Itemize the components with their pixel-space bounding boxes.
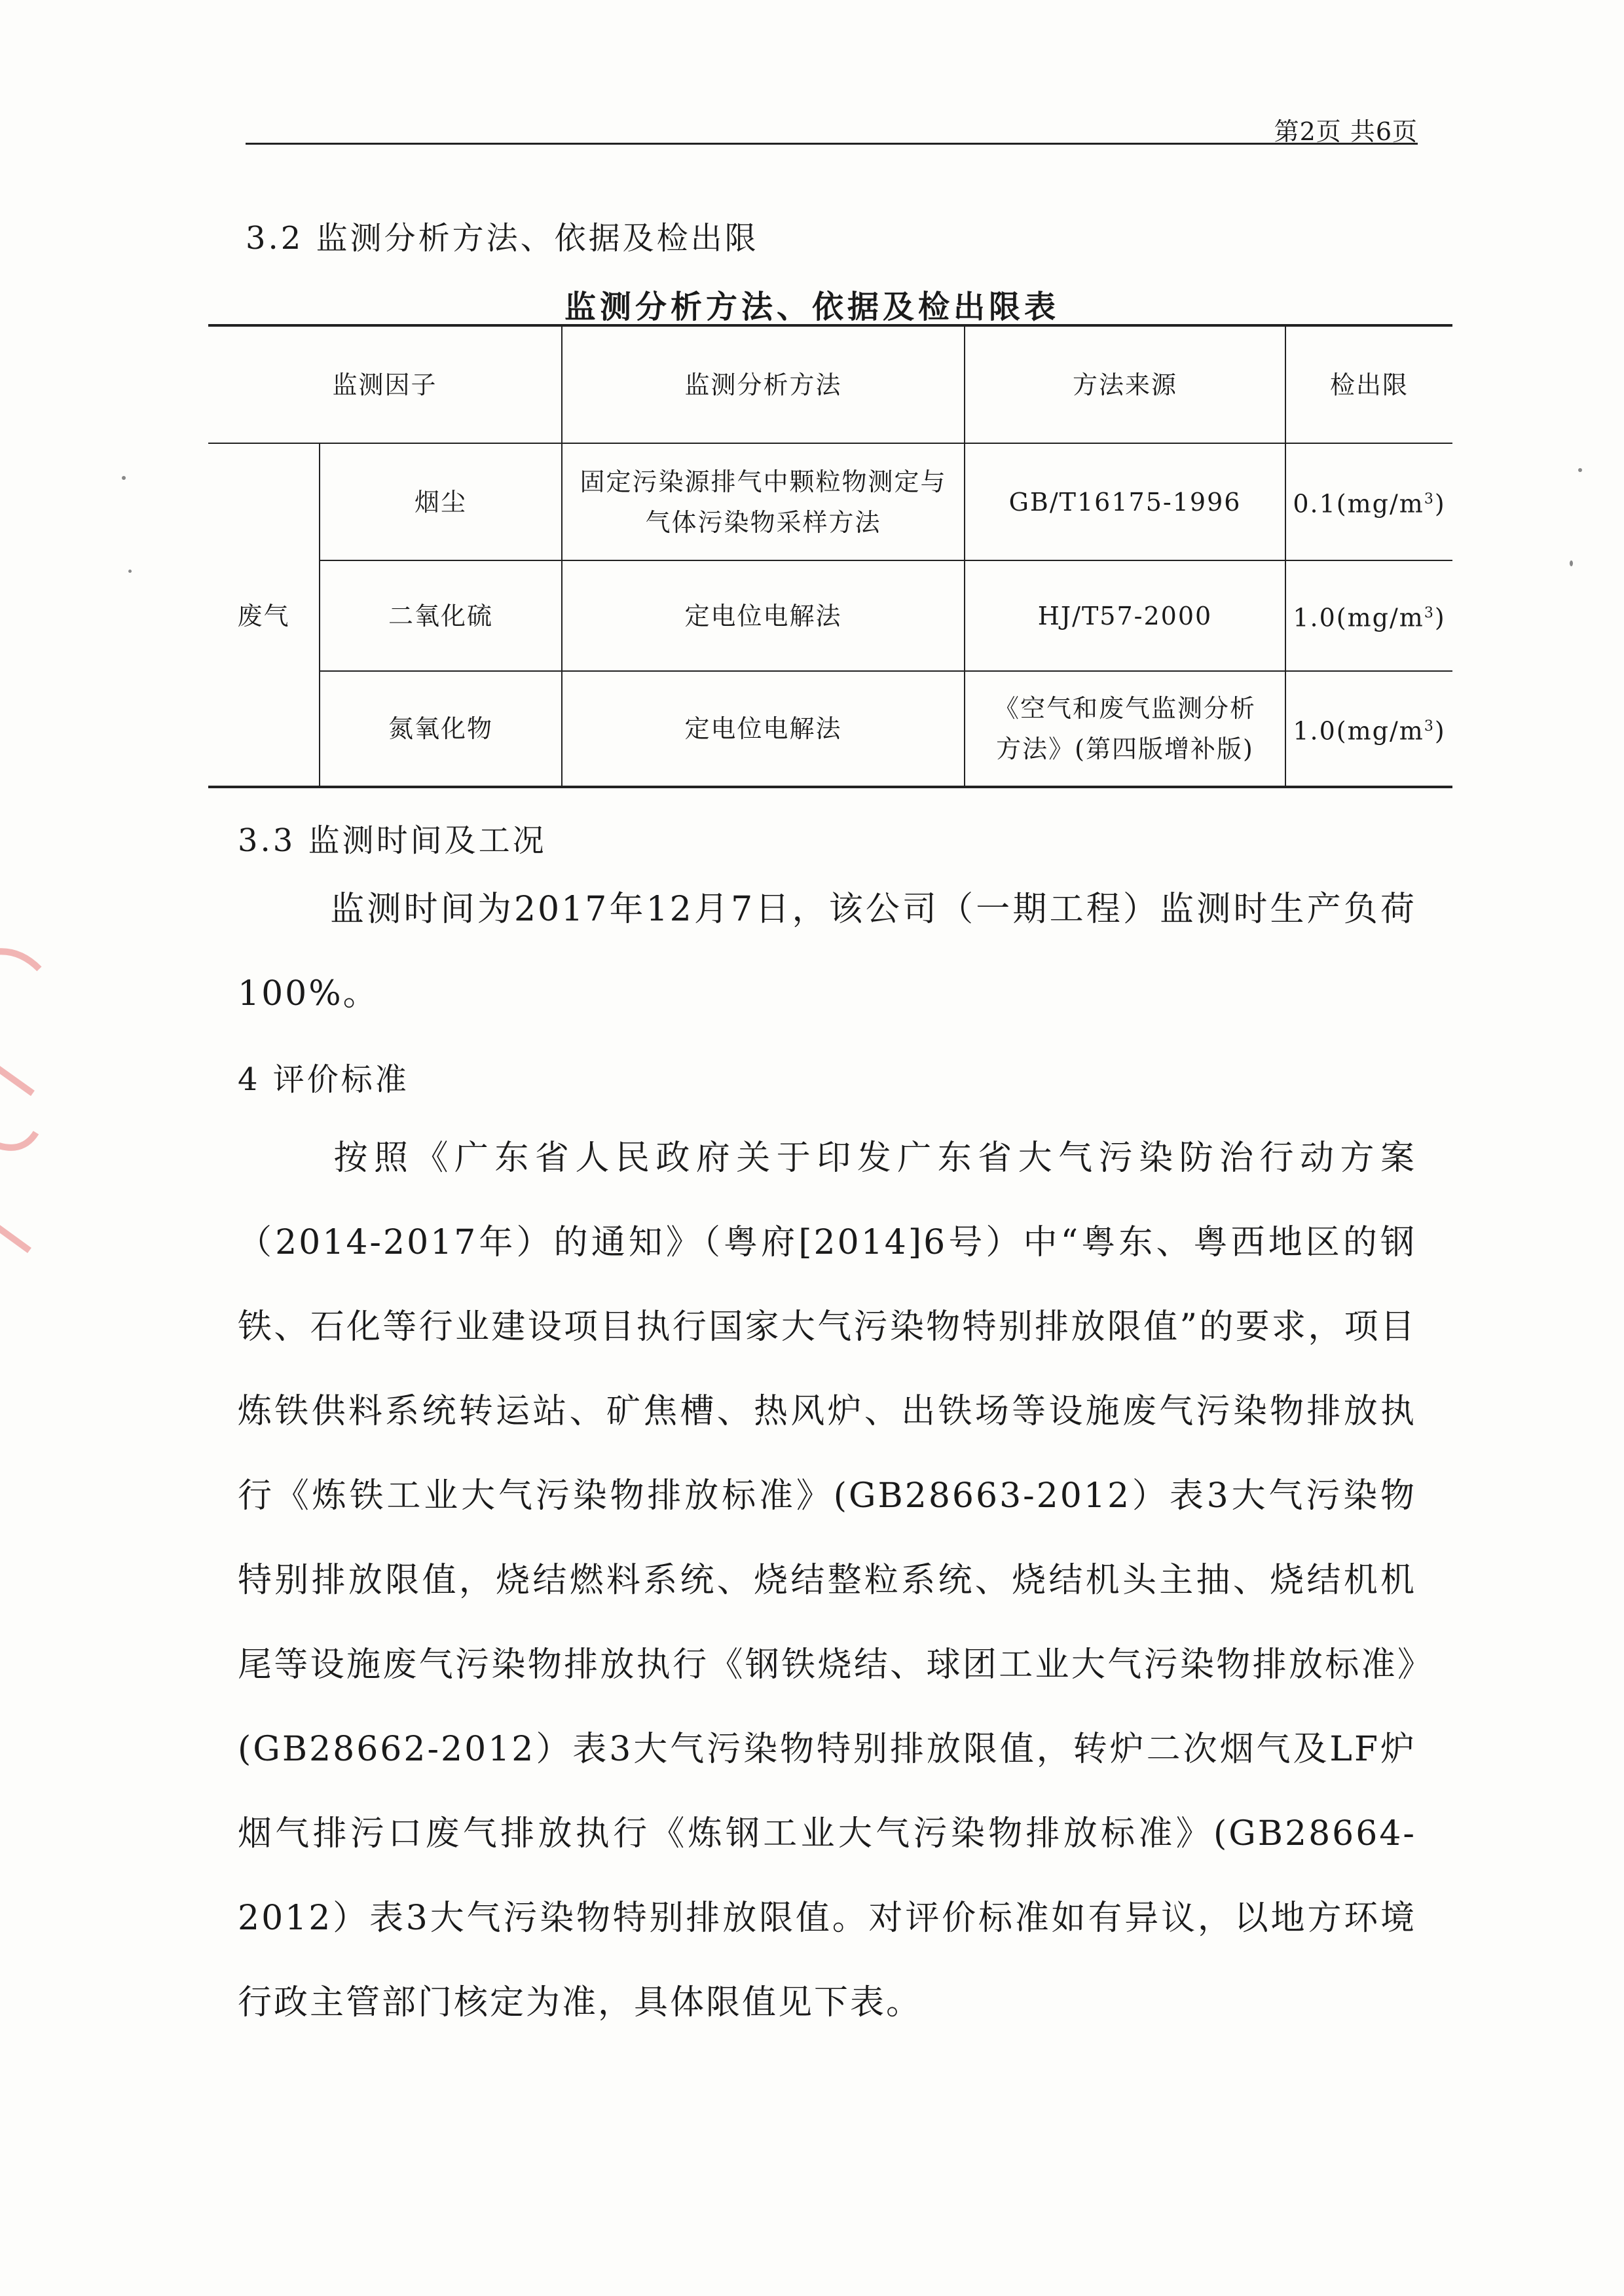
header-factor: 监测因子	[208, 325, 562, 443]
table-row	[208, 560, 1452, 671]
source-cell: GB/T16175-1996	[965, 443, 1285, 560]
page-number: 第2页 共6页	[1274, 117, 1418, 146]
factor-cell: 烟尘	[320, 443, 562, 560]
section-3-2-title: 3.2 监测分析方法、依据及检出限	[246, 220, 759, 257]
table-caption: 监测分析方法、依据及检出限表	[564, 289, 1060, 325]
section-3-3-body: 监测时间为2017年12月7日，该公司（一期工程）监测时生产负荷100%。	[238, 890, 1416, 1013]
table-row	[208, 671, 1452, 787]
page-header	[246, 111, 1418, 145]
header-method: 监测分析方法	[562, 325, 965, 443]
header-source: 方法来源	[965, 325, 1285, 443]
table-row	[208, 443, 1452, 560]
limit-cell: $1.0(mg/m^3)$	[1285, 671, 1452, 787]
scan-speck	[1570, 560, 1573, 566]
method-cell: 定电位电解法	[562, 671, 965, 787]
factor-cell: 二氧化硫	[320, 560, 562, 671]
factor-cell: 氮氧化物	[320, 671, 562, 787]
header-limit: 检出限	[1285, 325, 1452, 443]
scan-speck	[128, 570, 132, 573]
section-4-body: 按照《广东省人民政府关于印发广东省大气污染防治行动方案（2014-2017年）的通知》（粤府[2014]6号）中“粤东、粤西地区的钢铁、石化等行业建设项目执行国家大气污染物特别排放限值”的要求，项目炼铁供料系统转运站、矿焦槽、热风炉、出铁场等设施废气污染物排放执行《炼铁工业大气污染物排放标准》(GB28663-2012）表3大气污染物特别排放限值，烧结燃料系统、烧结整粒系统、烧结机头主抽、烧结机机尾等设施废气污染物排放执行《钢铁烧结、球团工业大气污染物排放标准》(GB28662-2012）表3大气污染物特别排放限值，转炉二次烟气及LF炉烟气排污口废气排放执行《炼钢工业大气污染物排放标准》(GB28664-2012）表3大气污染物特别排放限值。对评价标准如有异议，以地方环境行政主管部门核定为准，具体限值见下表。	[238, 1139, 1416, 2022]
table-header-row	[208, 325, 1452, 443]
monitoring-methods-table	[208, 324, 1452, 788]
section-3-3-title: 3.3 监测时间及工况	[238, 822, 547, 859]
limit-cell: $1.0(mg/m^3)$	[1285, 560, 1452, 671]
section-4-title: 4 评价标准	[238, 1061, 409, 1098]
category-cell: 废气	[208, 560, 320, 671]
scan-speck	[1578, 468, 1582, 472]
scan-speck	[122, 476, 126, 480]
limit-cell: $0.1(mg/m^3)$	[1285, 443, 1452, 560]
method-cell: 定电位电解法	[562, 560, 965, 671]
source-cell: HJ/T57-2000	[965, 560, 1285, 671]
red-seal-stamp	[0, 943, 52, 1283]
source-cell: 《空气和废气监测分析 方法》(第四版增补版)	[965, 671, 1285, 787]
method-cell: 固定污染源排气中颗粒物测定与 气体污染物采样方法	[562, 443, 965, 560]
